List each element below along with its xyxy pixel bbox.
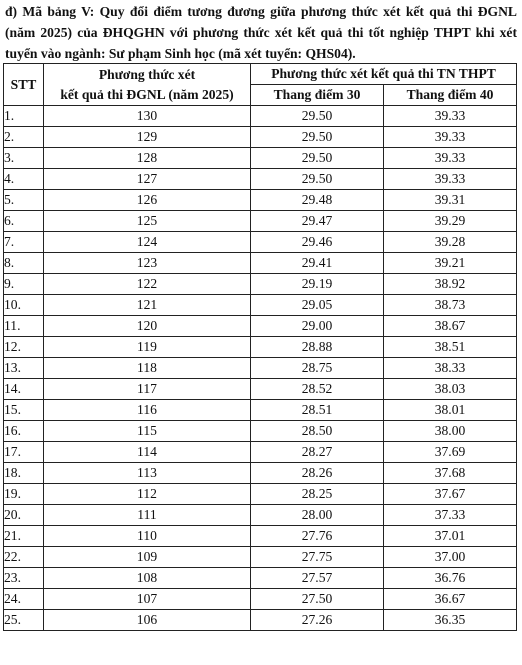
cell-scale30: 29.47 (251, 211, 384, 232)
cell-dgnl: 108 (44, 568, 251, 589)
cell-scale30: 27.75 (251, 547, 384, 568)
cell-dgnl: 125 (44, 211, 251, 232)
cell-scale30: 29.19 (251, 274, 384, 295)
table-row (4, 337, 517, 358)
cell-dgnl: 127 (44, 169, 251, 190)
cell-dgnl: 119 (44, 337, 251, 358)
cell-dgnl: 114 (44, 442, 251, 463)
table-row (4, 274, 517, 295)
cell-scale40: 36.67 (384, 589, 517, 610)
cell-scale30: 29.48 (251, 190, 384, 211)
header-dgnl-line2: kết quả thi ĐGNL (năm 2025) (60, 86, 234, 102)
table-row (4, 547, 517, 568)
header-stt: STT (4, 64, 44, 106)
cell-dgnl: 113 (44, 463, 251, 484)
cell-scale30: 28.88 (251, 337, 384, 358)
cell-scale30: 28.00 (251, 505, 384, 526)
cell-stt: 1. (4, 106, 44, 127)
cell-dgnl: 120 (44, 316, 251, 337)
cell-dgnl: 123 (44, 253, 251, 274)
cell-stt: 11. (4, 316, 44, 337)
cell-dgnl: 115 (44, 421, 251, 442)
cell-dgnl: 111 (44, 505, 251, 526)
cell-scale40: 38.03 (384, 379, 517, 400)
cell-scale40: 39.33 (384, 169, 517, 190)
table-row (4, 106, 517, 127)
cell-scale40: 38.67 (384, 316, 517, 337)
table-row (4, 148, 517, 169)
cell-scale30: 29.50 (251, 148, 384, 169)
cell-stt: 21. (4, 526, 44, 547)
cell-stt: 10. (4, 295, 44, 316)
cell-scale40: 37.00 (384, 547, 517, 568)
cell-scale30: 28.52 (251, 379, 384, 400)
cell-stt: 7. (4, 232, 44, 253)
cell-scale40: 37.68 (384, 463, 517, 484)
cell-stt: 9. (4, 274, 44, 295)
cell-scale30: 28.75 (251, 358, 384, 379)
table-row (4, 400, 517, 421)
cell-scale40: 38.92 (384, 274, 517, 295)
cell-stt: 18. (4, 463, 44, 484)
cell-stt: 15. (4, 400, 44, 421)
table-row (4, 316, 517, 337)
cell-dgnl: 112 (44, 484, 251, 505)
cell-scale30: 27.57 (251, 568, 384, 589)
table-row (4, 379, 517, 400)
cell-dgnl: 121 (44, 295, 251, 316)
cell-scale30: 27.50 (251, 589, 384, 610)
cell-scale30: 27.26 (251, 610, 384, 631)
cell-stt: 25. (4, 610, 44, 631)
cell-scale40: 38.00 (384, 421, 517, 442)
cell-scale30: 29.46 (251, 232, 384, 253)
table-row (4, 127, 517, 148)
cell-scale40: 39.21 (384, 253, 517, 274)
header-scale30: Thang điểm 30 (251, 85, 384, 106)
table-row (4, 169, 517, 190)
cell-scale40: 39.31 (384, 190, 517, 211)
cell-scale40: 38.33 (384, 358, 517, 379)
cell-dgnl: 129 (44, 127, 251, 148)
table-row (4, 568, 517, 589)
cell-stt: 20. (4, 505, 44, 526)
cell-dgnl: 118 (44, 358, 251, 379)
score-conversion-table (3, 63, 517, 631)
cell-scale30: 28.50 (251, 421, 384, 442)
cell-scale40: 39.33 (384, 127, 517, 148)
cell-stt: 5. (4, 190, 44, 211)
cell-stt: 14. (4, 379, 44, 400)
cell-scale30: 28.51 (251, 400, 384, 421)
header-dgnl (44, 64, 251, 106)
table-row (4, 463, 517, 484)
cell-stt: 23. (4, 568, 44, 589)
table-row (4, 505, 517, 526)
header-scale40: Thang điểm 40 (384, 85, 517, 106)
cell-scale30: 29.41 (251, 253, 384, 274)
cell-scale30: 29.00 (251, 316, 384, 337)
table-row (4, 211, 517, 232)
header-tn-group: Phương thức xét kết quả thi TN THPT (251, 64, 517, 85)
cell-stt: 17. (4, 442, 44, 463)
cell-scale40: 37.69 (384, 442, 517, 463)
cell-dgnl: 110 (44, 526, 251, 547)
cell-scale30: 29.05 (251, 295, 384, 316)
cell-scale30: 27.76 (251, 526, 384, 547)
cell-dgnl: 122 (44, 274, 251, 295)
table-row (4, 610, 517, 631)
cell-dgnl: 130 (44, 106, 251, 127)
cell-scale40: 38.51 (384, 337, 517, 358)
cell-scale40: 38.73 (384, 295, 517, 316)
table-row (4, 190, 517, 211)
table-row (4, 526, 517, 547)
cell-stt: 19. (4, 484, 44, 505)
cell-dgnl: 107 (44, 589, 251, 610)
cell-dgnl: 126 (44, 190, 251, 211)
cell-stt: 12. (4, 337, 44, 358)
cell-scale30: 29.50 (251, 169, 384, 190)
cell-scale40: 39.33 (384, 148, 517, 169)
cell-scale40: 37.01 (384, 526, 517, 547)
cell-scale40: 37.33 (384, 505, 517, 526)
cell-scale30: 28.25 (251, 484, 384, 505)
cell-stt: 2. (4, 127, 44, 148)
cell-scale40: 39.29 (384, 211, 517, 232)
cell-stt: 22. (4, 547, 44, 568)
cell-scale40: 39.33 (384, 106, 517, 127)
cell-dgnl: 124 (44, 232, 251, 253)
table-row (4, 295, 517, 316)
cell-stt: 4. (4, 169, 44, 190)
cell-stt: 24. (4, 589, 44, 610)
cell-scale40: 39.28 (384, 232, 517, 253)
table-body (4, 106, 517, 631)
table-header-row (4, 64, 517, 85)
table-row (4, 589, 517, 610)
table-row (4, 442, 517, 463)
cell-stt: 13. (4, 358, 44, 379)
table-row (4, 232, 517, 253)
cell-dgnl: 106 (44, 610, 251, 631)
header-dgnl-line1: Phương thức xét (98, 66, 196, 82)
cell-dgnl: 109 (44, 547, 251, 568)
cell-dgnl: 128 (44, 148, 251, 169)
table-row (4, 253, 517, 274)
cell-scale40: 38.01 (384, 400, 517, 421)
cell-scale40: 36.35 (384, 610, 517, 631)
cell-scale30: 29.50 (251, 106, 384, 127)
table-row (4, 358, 517, 379)
cell-stt: 8. (4, 253, 44, 274)
cell-scale30: 28.27 (251, 442, 384, 463)
table-row (4, 484, 517, 505)
cell-stt: 6. (4, 211, 44, 232)
cell-dgnl: 117 (44, 379, 251, 400)
section-heading: đ) Mã bảng V: Quy đổi điểm tương đương giữa phương thức xét kết quả thi ĐGNL (năm 2025) của ĐHQGHN với phương thức xét kết quả thi tốt nghiệp THPT khi xét tuyển vào ngành: Sư phạm Sinh học (mã xét tuyển: QHS04). (5, 4, 517, 61)
cell-scale30: 29.50 (251, 127, 384, 148)
cell-dgnl: 116 (44, 400, 251, 421)
cell-scale40: 37.67 (384, 484, 517, 505)
cell-scale40: 36.76 (384, 568, 517, 589)
cell-scale30: 28.26 (251, 463, 384, 484)
cell-stt: 3. (4, 148, 44, 169)
cell-stt: 16. (4, 421, 44, 442)
table-row (4, 421, 517, 442)
